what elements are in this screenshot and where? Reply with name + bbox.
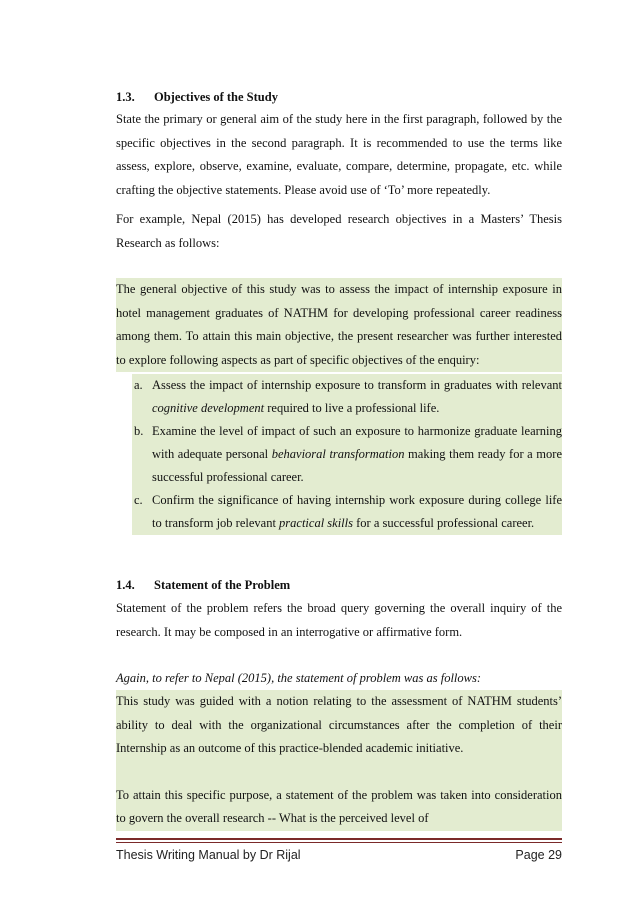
problem-statement-quote xyxy=(116,690,562,831)
list-marker: c. xyxy=(134,493,143,507)
emphasis-text: behavioral transformation xyxy=(271,447,405,461)
list-item: c. Confirm the significance of having internship work exposure during college life to transform job relevant practical skills for a successful professional career. xyxy=(132,489,562,535)
specific-objectives-list xyxy=(132,374,562,535)
list-item: b. Examine the level of impact of such an exposure to harmonize graduate learning with adequate personal behavioral transformation making them ready for a more successful professional career. xyxy=(132,420,562,489)
general-objective-quote: The general objective of this study was to assess the impact of internship exposure in hotel management graduates of NATHM for developing professional career readiness among them. To attain this main objective, the present researcher was further interested to explore following aspects as part of specific objectives of the enquiry: xyxy=(116,278,562,372)
list-item: a. Assess the impact of internship exposure to transform in graduates with relevant cognitive development required to live a professional life. xyxy=(132,374,562,420)
section-title: Statement of the Problem xyxy=(154,578,291,592)
footer-divider-thin xyxy=(116,842,562,843)
page-number: Page 29 xyxy=(515,848,562,862)
section-number: 1.4. xyxy=(116,578,135,592)
list-marker: b. xyxy=(134,424,144,438)
section-number: 1.3. xyxy=(116,90,135,104)
emphasis-text: practical skills xyxy=(279,516,353,530)
footer-divider xyxy=(116,838,562,840)
quote-paragraph: To attain this specific purpose, a statement of the problem was taken into consideration to govern the overall research -- What is the perceived level of xyxy=(116,787,562,825)
footer-title: Thesis Writing Manual by Dr Rijal xyxy=(116,848,301,862)
problem-reference-paragraph: Again, to refer to Nepal (2015), the statement of problem was as follows: xyxy=(116,671,482,685)
emphasis-text: cognitive development xyxy=(152,401,265,415)
quote-paragraph: This study was guided with a notion relating to the assessment of NATHM students’ ability to deal with the organizational circumstances after the completion of their Internship as an outcome of this practice-blended academic initiative. xyxy=(116,694,562,755)
problem-intro-paragraph: Statement of the problem refers the broad query governing the overall inquiry of the research. It may be composed in an interrogative or affirmative form. xyxy=(116,601,562,639)
section-title: Objectives of the Study xyxy=(154,90,278,104)
objectives-intro-paragraph: State the primary or general aim of the study here in the first paragraph, followed by the specific objectives in the second paragraph. It is recommended to use the terms like assess, explore, observe, examine, evaluate, compare, determine, propagate, etc. while crafting the objective statements. Please avoid use of ‘To’ more repeatedly. xyxy=(116,112,562,197)
list-marker: a. xyxy=(134,378,143,392)
example-paragraph: For example, Nepal (2015) has developed research objectives in a Masters’ Thesis Research as follows: xyxy=(116,212,562,250)
